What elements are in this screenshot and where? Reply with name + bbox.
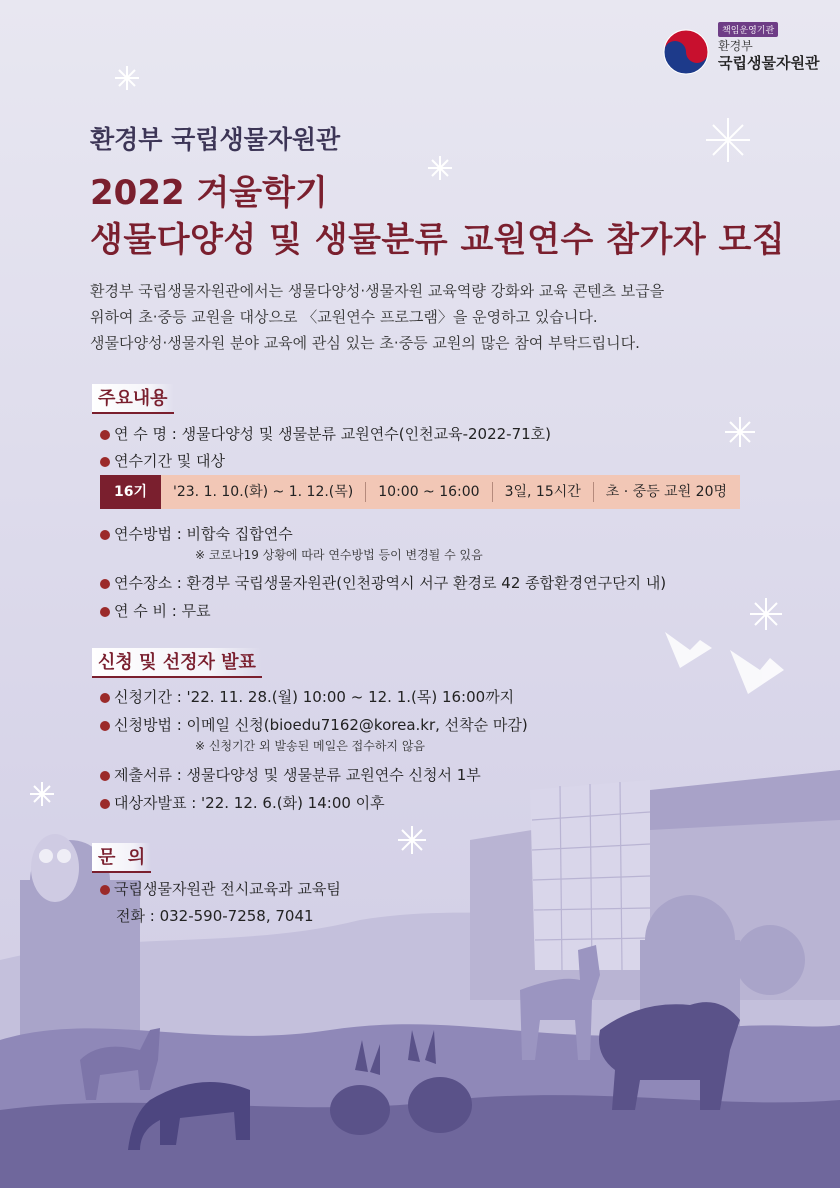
item-text: 국립생물자원관 전시교육과 교육팀: [114, 880, 341, 898]
birds: [665, 632, 784, 694]
list-item-apply-method: [100, 714, 528, 735]
ministry-name: 환경부: [718, 39, 753, 53]
list-item-fee: [100, 600, 211, 621]
bullet-icon: [100, 885, 110, 895]
method-note: ※ 코로나19 상황에 따라 연수방법 등이 변경될 수 있음: [195, 548, 483, 562]
apply-method-note: ※ 신청기간 외 발송된 메일은 접수하지 않음: [195, 739, 426, 753]
section-heading-contact: 문 의: [92, 843, 151, 873]
bullet-icon: [100, 693, 110, 703]
list-item-method: [100, 523, 293, 544]
bullet-icon: [100, 771, 110, 781]
bullet-icon: [100, 430, 110, 440]
schedule-time: 10:00 ~ 16:00: [366, 482, 492, 502]
owl-illustration: [31, 834, 79, 902]
intro-line: 위하여 초·중등 교원을 대상으로 〈교원연수 프로그램〉을 운영하고 있습니다.: [90, 308, 598, 326]
list-item-announcement: [100, 792, 385, 813]
list-item-contact: [100, 878, 341, 899]
page-title: 생물다양성 및 생물분류 교원연수 참가자 모집: [90, 220, 786, 260]
cohort-tag: 16기: [100, 475, 161, 509]
institution-name: 국립생물자원관: [718, 54, 820, 72]
item-text: 연수기간 및 대상: [114, 452, 225, 470]
item-text: 연 수 비 : 무료: [114, 602, 211, 620]
schedule-target: 초 · 중등 교원 20명: [605, 484, 728, 500]
bullet-icon: [100, 530, 110, 540]
intro-paragraph: [90, 278, 664, 356]
header-institution: 환경부 국립생물자원관: [90, 125, 341, 154]
header-semester: 2022 겨울학기: [90, 173, 328, 213]
contact-phone: 전화 : 032-590-7258, 7041: [116, 907, 314, 925]
institution-logo: [662, 20, 832, 80]
intro-line: 환경부 국립생물자원관에서는 생물다양성·생물자원 교육역량 강화와 교육 콘텐츠 보급을: [90, 282, 665, 300]
section-heading-apply: 신청 및 선정자 발표: [92, 648, 262, 678]
item-text: 연수장소 : 환경부 국립생물자원관(인천광역시 서구 환경로 42 종합환경연구단지 내): [114, 574, 667, 592]
intro-line: 생물다양성·생물자원 분야 교육에 관심 있는 초·중등 교원의 많은 참여 부탁드립니다.: [90, 334, 640, 352]
schedule-row: [100, 475, 740, 509]
item-text: 신청기간 : '22. 11. 28.(월) 10:00 ~ 12. 1.(목) 16:00까지: [114, 688, 515, 706]
bullet-icon: [100, 457, 110, 467]
item-text: 연수방법 : 비합숙 집합연수: [114, 525, 293, 543]
item-text: 대상자발표 : '22. 12. 6.(화) 14:00 이후: [114, 794, 385, 812]
bullet-icon: [100, 799, 110, 809]
schedule-duration: 3일, 15시간: [493, 482, 594, 502]
section-heading-main: 주요내용: [92, 384, 174, 414]
bullet-icon: [100, 579, 110, 589]
item-text: 제출서류 : 생물다양성 및 생물분류 교원연수 신청서 1부: [114, 766, 481, 784]
agency-badge: 책임운영기관: [718, 22, 778, 37]
list-item-documents: [100, 764, 481, 785]
bullet-icon: [100, 607, 110, 617]
taegeuk-logo-icon: [662, 28, 710, 76]
list-item-place: [100, 572, 666, 593]
item-text: 신청방법 : 이메일 신청(bioedu7162@korea.kr, 선착순 마감): [114, 716, 528, 734]
list-item-apply-period: [100, 686, 514, 707]
schedule-date: '23. 1. 10.(화) ~ 1. 12.(목): [161, 482, 366, 502]
list-item-course-name: [100, 423, 551, 444]
list-item-period: [100, 450, 225, 471]
item-text: 연 수 명 : 생물다양성 및 생물분류 교원연수(인천교육-2022-71호): [114, 425, 552, 443]
bullet-icon: [100, 721, 110, 731]
